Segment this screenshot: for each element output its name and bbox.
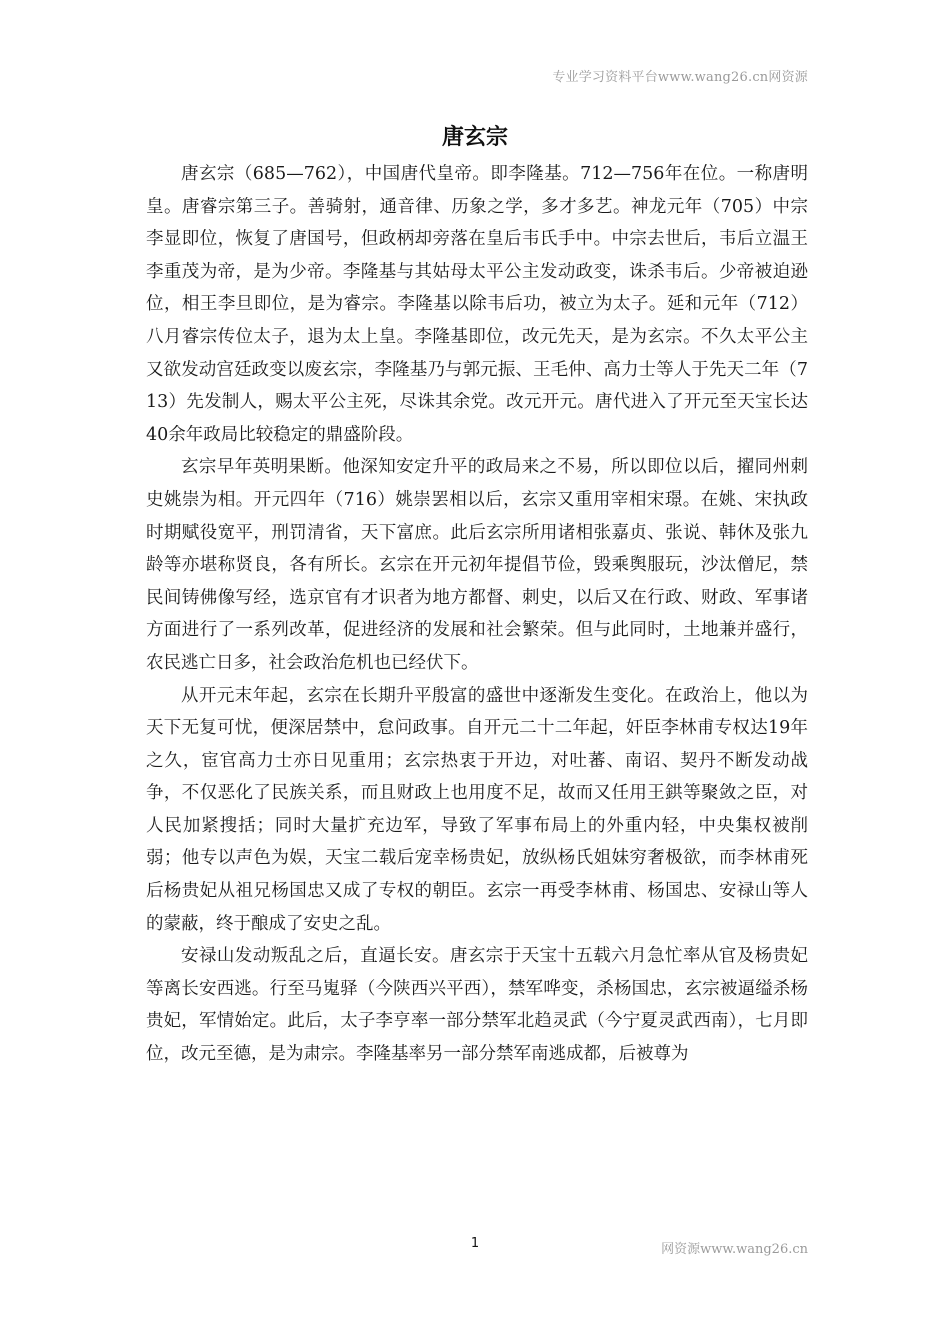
header-watermark: 专业学习资料平台www.wang26.cn网资源 (552, 70, 808, 85)
paragraph-3: 从开元末年起，玄宗在长期升平殷富的盛世中逐渐发生变化。在政治上，他以为天下无复可忧，便深居禁中，怠问政事。自开元二十二年起，奸臣李林甫专权达19年之久，宦官高力士亦日见重用；玄宗热衷于开边，对吐蕃、南诏、契丹不断发动战争，不仅恶化了民族关系，而且财政上也用度不足，故而又任用王鉷等聚敛之臣，对人民加紧搜括；同时大量扩充边军，导致了军事布局上的外重内轻，中央集权被削弱；他专以声色为娱，天宝二载后宠幸杨贵妃，放纵杨氏姐妹穷奢极欲，而李林甫死后杨贵妃从祖兄杨国忠又成了专权的朝臣。玄宗一再受李林甫、杨国忠、安禄山等人的蒙蔽，终于酿成了安史之乱。 (146, 685, 808, 934)
paragraph-1: 唐玄宗（685—762），中国唐代皇帝。即李隆基。712—756年在位。一称唐明皇。唐睿宗第三子。善骑射，通音律、历象之学，多才多艺。神龙元年（705）中宗李显即位，恢复了唐国号，但政柄却旁落在皇后韦氏手中。中宗去世后，韦后立温王李重茂为帝，是为少帝。李隆基与其姑母太平公主发动政变，诛杀韦后。少帝被迫逊位，相王李旦即位，是为睿宗。李隆基以除韦后功，被立为太子。延和元年（712）八月睿宗传位太子，退为太上皇。李隆基即位，改元先天，是为玄宗。不久太平公主又欲发动宫廷政变以废玄宗，李隆基乃与郭元振、王毛仲、高力士等人于先天二年（713）先发制人，赐太平公主死，尽诛其余党。改元开元。唐代进入了开元至天宝长达40余年政局比较稳定的鼎盛阶段。 (146, 164, 808, 445)
paragraph-4: 安禄山发动叛乱之后，直逼长安。唐玄宗于天宝十五载六月急忙率从官及杨贵妃等离长安西逃。行至马嵬驿（今陕西兴平西），禁军哗变，杀杨国忠，玄宗被逼缢杀杨贵妃，军情始定。此后，太子李亨率一部分禁军北趋灵武（今宁夏灵武西南），七月即位，改元至德，是为肃宗。李隆基率另一部分禁军南逃成都，后被尊为 (146, 946, 808, 1065)
paragraph-2: 玄宗早年英明果断。他深知安定升平的政局来之不易，所以即位以后，擢同州刺史姚崇为相。开元四年（716）姚崇罢相以后，玄宗又重用宰相宋璟。在姚、宋执政时期赋役宽平，刑罚清省，天下富庶。此后玄宗所用诸相张嘉贞、张说、韩休及张九龄等亦堪称贤良，各有所长。玄宗在开元初年提倡节俭，毁乘舆服玩，沙汰僧尼，禁民间铸佛像写经，选京官有才识者为地方都督、刺史，以后又在行政、财政、军事诸方面进行了一系列改革，促进经济的发展和社会繁荣。但与此同时，土地兼并盛行，农民逃亡日多，社会政治危机也已经伏下。 (146, 457, 808, 673)
footer-watermark: 网资源www.wang26.cn (661, 1242, 808, 1257)
document-title: 唐玄宗 (441, 125, 508, 150)
page-number: 1 (470, 1236, 480, 1251)
document-body (146, 158, 808, 1071)
